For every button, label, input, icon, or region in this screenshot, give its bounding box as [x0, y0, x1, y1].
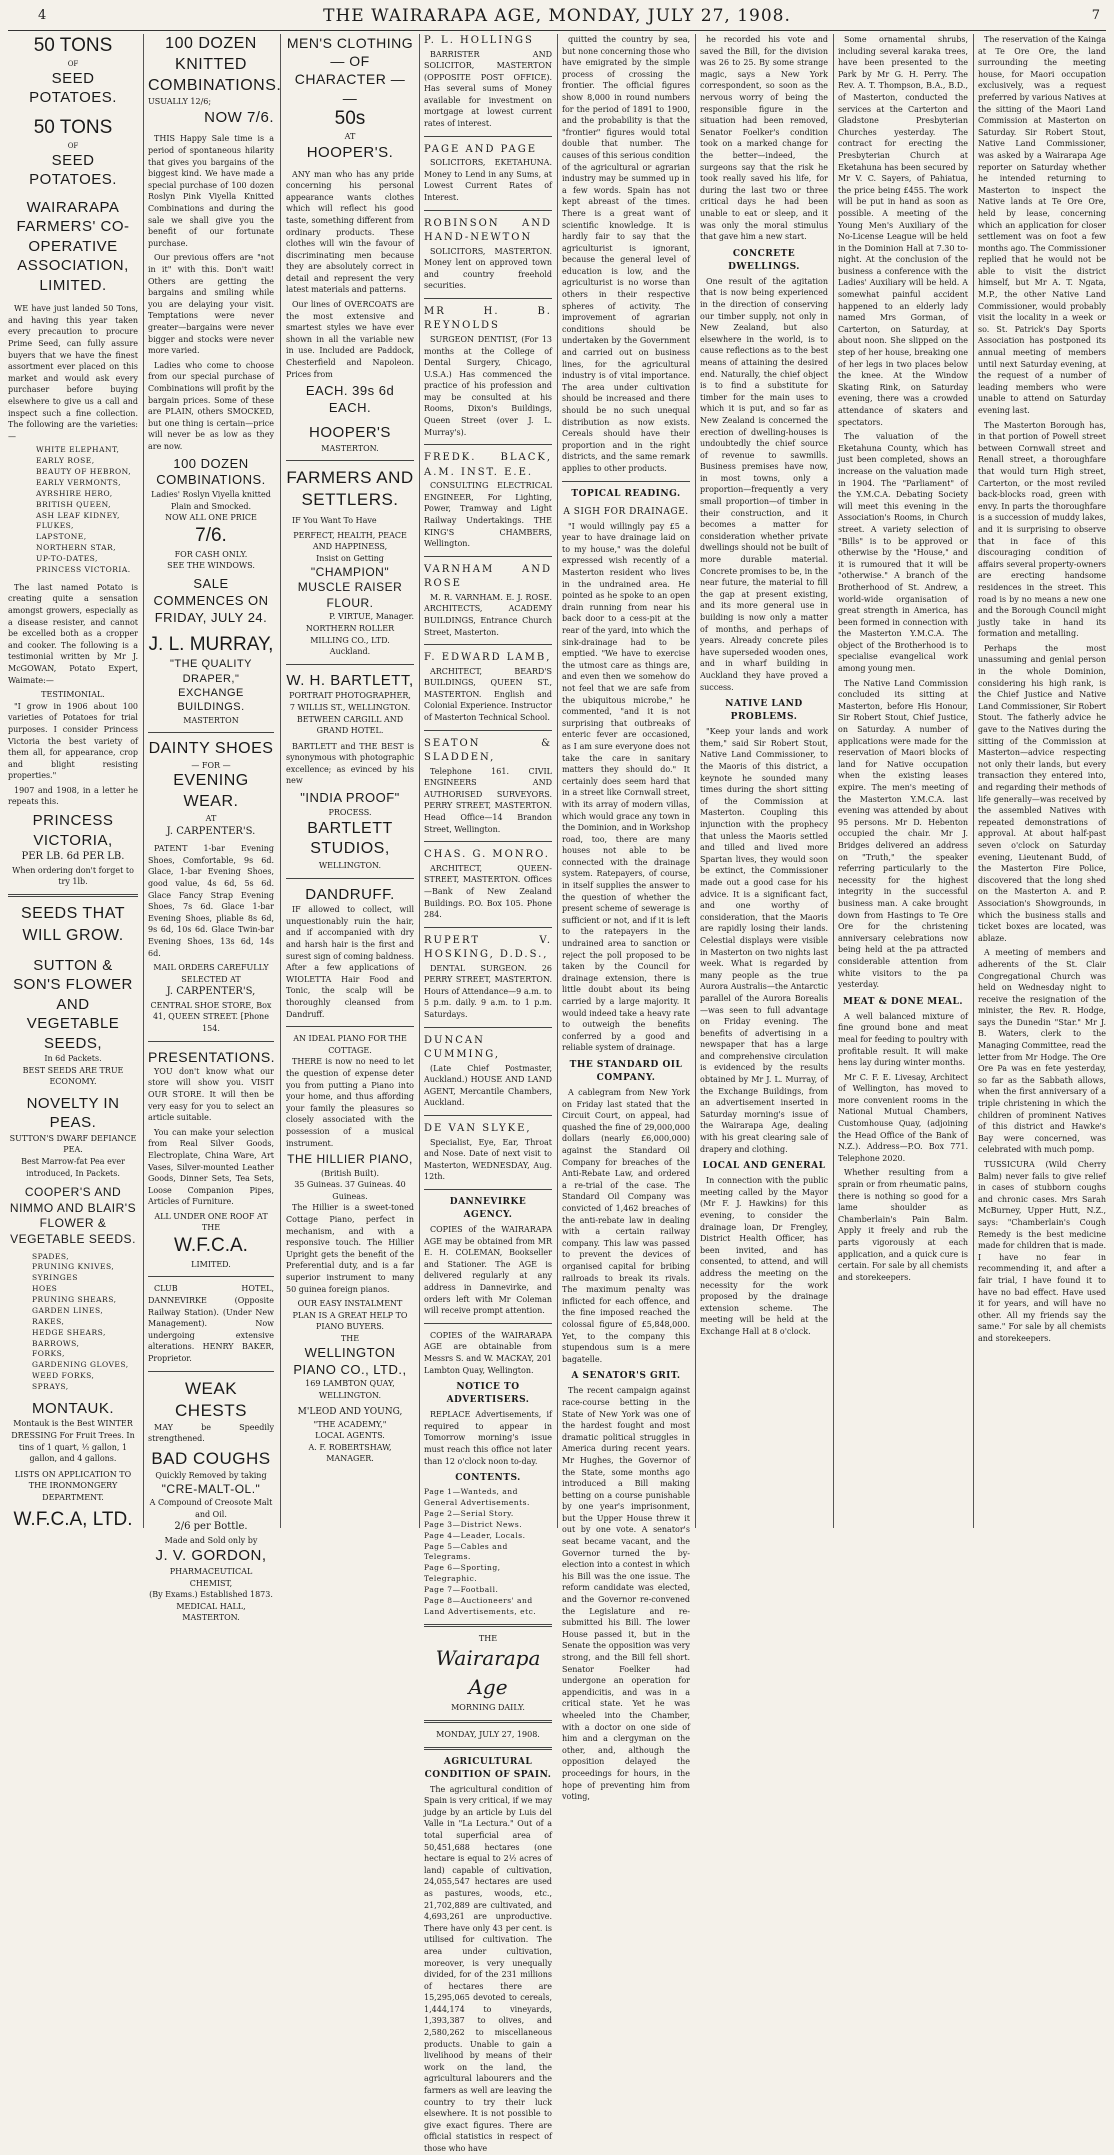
column-divider: [419, 34, 420, 1528]
list-item: GARDEN LINES,: [32, 1305, 104, 1315]
ad-headline: EVENING WEAR.: [173, 772, 249, 811]
business-card: [424, 737, 552, 836]
section-heading: CONTENTS.: [455, 1473, 521, 1484]
ad-text: Quickly Removed by taking: [155, 1470, 267, 1480]
ad-body: The last named Potato is creating quite a sensation amongst growers, especially as a disease resister, and cannot be excelled both as a cropper and cooker. The following is a testimonial written by Mr J. McGOWAN, Potato Expert, Waimate:—: [8, 582, 138, 685]
card-name: P. L. HOLLINGS: [424, 35, 534, 46]
business-card: [424, 848, 552, 920]
card-text: SOLICITORS, MASTERTON. Money lent on approved town and country freehold securities.: [424, 246, 552, 291]
ad-text: "THE ACADEMY,": [313, 1419, 387, 1429]
card-name: DUNCAN CUMMING,: [424, 1034, 501, 1061]
column-divider: [557, 34, 558, 1528]
ad-text: FOR CASH ONLY.: [174, 549, 248, 559]
card-text: M. R. VARNHAM. E. J. ROSE. ARCHITECTS, ACADEMY BUILDINGS, Entrance Church Street, Masterton.: [424, 592, 552, 637]
ad-text: NORTHERN ROLLER MILLING CO., LTD.: [305, 624, 395, 645]
page-number-right: 7: [1091, 8, 1100, 23]
card-name: DE VAN SLYKE,: [424, 1123, 532, 1135]
column-divider: [973, 34, 974, 1528]
list-item: Page 4—Leader, Locals.: [424, 1530, 526, 1540]
separator: [424, 1027, 552, 1028]
separator: [424, 841, 552, 842]
ad-body: The Hillier is a sweet-toned Cottage Piano, perfect in mechanism, and with a responsive touch. The Hillier Upright gets the benefit of the Preferential duty, and is a far superior instrument to many 50 guinea foreign pianos.: [286, 1203, 414, 1294]
ad-body: THIS Happy Sale time is a period of spontaneous hilarity that gives you bargains of the biggest kind. We have made a special purchase of 100 dozen Roslyn Pink Viyella Knitted Combinations and during the sale we shall give you the benefit of our fortunate purchase.: [148, 134, 274, 248]
column-1: [8, 34, 138, 1528]
ad-text: THE: [340, 1334, 360, 1344]
list-item: FLUKES,: [36, 521, 74, 531]
ad-headline: MEN'S CLOTHING — OF CHARACTER — —: [286, 35, 414, 106]
ad-body: Ladies who come to choose from our special purchase of Combinations will profit by the bargain prices. Some of these are PLAIN, others SMOCKED, but one thing is certain—price will never be as low as they are now.: [148, 360, 274, 451]
separator: [424, 1323, 552, 1324]
list-item: WHITE ELEPHANT,: [36, 445, 120, 455]
ad-headline: MONTAUK.: [31, 1399, 115, 1417]
issue-date: MONDAY, JULY 27, 1908.: [436, 1729, 540, 1739]
card-name: F. EDWARD LAMB,: [424, 652, 552, 664]
product-name: THE HILLIER PIANO,: [287, 1152, 413, 1167]
business-card: [424, 34, 552, 130]
list-item: ASH LEAF KIDNEY,: [36, 510, 120, 520]
ad-text: Made and Sold only by: [164, 1535, 258, 1545]
ad-headline: SUTTON & SON'S FLOWER AND VEGETABLE SEEDS,: [13, 956, 133, 1052]
card-text: ARCHITECT, BEARD'S BUILDINGS, QUEEN ST., MASTERTON. English and Colonial Experience. Instructor of Masterton Technical School.: [424, 666, 552, 723]
separator: [424, 644, 552, 645]
separator: [424, 136, 552, 137]
list-item: BARROWS,: [32, 1338, 80, 1348]
ad-headline: 100 DOZEN COMBINATIONS.: [156, 455, 266, 488]
advertiser-name: W.F.C.A.: [174, 1235, 248, 1257]
list-item: FORKS,: [32, 1349, 65, 1359]
list-item: PRUNING KNIVES,: [32, 1262, 115, 1272]
card-text: Telephone 161. CIVIL ENGINEERS AND AUTHORISED SURVEYORS. PERRY STREET, MASTERTON. Head Office—14 Brandon Street, Wellington.: [424, 766, 552, 834]
separator: [286, 878, 414, 879]
ad-headline: 50 TONS: [33, 35, 113, 56]
ad-headline: SEED POTATOES.: [29, 69, 117, 107]
ad-text: LIMITED.: [191, 1259, 231, 1269]
tools-list: [8, 1252, 138, 1393]
article-text: he recorded his vote and saved the Bill, for the division was 26 to 25. By some strange magic, says a New York correspondent, so soon as the nervous worry of being the responsible figure in the situation had been removed, Senator Foelker's condition took on a marked change for the better—indeed, the surgeons say that the risk he took really saved his life, for during the last two or three critical days he had been unable to eat or sleep, and it was only the moral stimulus that gave him a new start.: [700, 35, 828, 242]
section-heading: TOPICAL READING.: [571, 488, 681, 499]
list-item: BEAUTY OF HEBRON,: [36, 467, 132, 477]
ad-text: OF: [67, 59, 79, 68]
article-text: "I would willingly pay £5 a year to have drainage laid on to my house," was the doleful expressed wish recently of a Masterton resident who lives in the undrained area. He pointed as he spoke to an open drain running from near his back door to a cess-pit at the rear of the yard, into which the sink-drainage had to be emptied. "We have to exercise the utmost care as things are, and even then we somehow do not feel that we are safe from the ubiquitous microbe," he commented, "and it is not surprising that outbreaks of enteric fever are occasioned, as I am sure everyone does not take the care in sanitary matters they should do." It certainly does seem hard that in a street like Cornwall street, with its array of modern villas, which would grace any town in the Dominion, and in Workshop road, too, there are many houses not able to be connected with the drainage system. Ratepayers, of course, in itself supplies the answer to the question of whether the present scheme of sewerage is sufficient or not, and if it is left to the ratepayers in the undrained area to sanction or reject the poll proposed to be taken by the Council for drainage extension, there is little doubt about its being carried by a large majority. It would indeed take a heavy rate to outweigh the benefits conferred by a good and reliable system of drainage.: [562, 521, 690, 1053]
ad-text: OUR EASY INSTALMENT PLAN IS A GREAT HELP TO PIANO BUYERS.: [292, 1299, 408, 1332]
ad-headline: 100 DOZEN KNITTED COMBINATIONS.: [148, 35, 282, 94]
list-item: WEED FORKS,: [32, 1371, 95, 1381]
list-item: PRUNING SHEARS,: [32, 1295, 117, 1305]
newspaper-title: THE WAIRARAPA AGE, MONDAY, JULY 27, 1908.: [323, 6, 791, 26]
ad-body: IF allowed to collect, will unquestionably ruin the hair, and if accompanied with dry and harsh hair is the first and surest sign of coming baldness. After a few applications of WIOLETTA Hair Food and Tonic, the scalp will be thoroughly cleansed from Dandruff.: [286, 905, 414, 1019]
price-text: 2/6 per Bottle.: [174, 1521, 248, 1533]
ad-text: THE: [478, 1633, 498, 1643]
list-item: Page 2—Serial Story.: [424, 1508, 514, 1518]
ad-headline: NOVELTY IN PEAS.: [26, 1094, 120, 1132]
business-card: [424, 934, 552, 1021]
card-text: ARCHITECT, QUEEN-STREET, MASTERTON. Offices—Bank of New Zealand Buildings. P.O. Box 105. Phone 284.: [424, 863, 552, 920]
list-item: EARLY ROSE,: [36, 456, 95, 466]
article-text: A well balanced mixture of fine ground bone and meat meal for feeding to poultry with profitable result. It will make hens lay during winter months.: [838, 1011, 968, 1068]
price-text: 50s: [334, 107, 366, 129]
ad-text: SUTTON'S DWARF DEFIANCE PEA.: [9, 1133, 137, 1155]
column-6: [700, 34, 828, 1528]
ad-body: 1907 and 1908, in a letter he repeats this.: [8, 785, 138, 807]
top-rule: [8, 30, 1106, 31]
article-text: Some ornamental shrubs, including several karaka trees, have been presented to the Park by Mr G. H. Perry. The Rev. A. T. Thompson, B.A., B.D., of Masterton, conducted the services at the Carterton and Gladstone Presbyterian Churches yesterday. The contract for erecting the Presbyterian Church at Eketahuna has been secured by Mr V. C. Sayers, of Pahiatua, the price being £455. The work will be put in hand as soon as possible. A meeting of the Young Men's Auxiliary of the No-License League will be held in the Dominion Hall at 7.30 to-night. At the conclusion of the business a conference with the Ladies' Auxiliary will be held. A somewhat painful accident happened to an elderly lady named Mrs Gorman, of Carterton, on Saturday, at about noon. She slipped on the step of her house, breaking one of her legs in two places below the knee. At the Window Skating Rink, on Saturday evening, there was a crowded attendance of skaters and spectators.: [838, 35, 968, 427]
card-text: CONSULTING ELECTRICAL ENGINEER, For Lighting, Power, Tramway and Light Railway Undertakings. THE KING'S CHAMBERS, Wellington.: [424, 481, 552, 549]
ad-text: ALL UNDER ONE ROOF AT THE: [154, 1211, 268, 1233]
ad-text: Insist on Getting: [316, 554, 384, 564]
separator: [424, 210, 552, 211]
separator: [424, 1720, 552, 1723]
ad-body: Our previous offers are "not in it" with this. Don't wait! Others are getting the bargains and smiling while you are delaying your visit. Temptations were never greater—bargains were never bigger and stocks were never more varied.: [148, 253, 274, 356]
separator: [286, 664, 414, 665]
list-item: HEDGE SHEARS,: [32, 1327, 106, 1337]
ad-text: A Compound of Creosote Malt and Oil.: [149, 1498, 273, 1519]
ad-text: 7 WILLIS ST., WELLINGTON.: [289, 702, 411, 712]
article-heading: THE STANDARD OIL COMPANY.: [569, 1059, 683, 1084]
list-item: EARLY VERMONTS,: [36, 477, 122, 487]
card-text: SOLICITORS, EKETAHUNA. Money to Lend in any Sums, at Lowest Current Rates of Interest.: [424, 158, 552, 202]
card-name: SEATON & SLADDEN,: [424, 737, 552, 764]
advertiser-name: WAIRARAPA FARMERS' CO-OPERATIVE ASSOCIATION, LIMITED.: [16, 198, 130, 294]
article-text: Perhaps the most unassuming and genial person in the whole Dominion, considering his high rank, is the Chief Justice and Native Land Commissioner, Sir Robert Stout. The fatherly advice he gave to the Natives during the sitting of the Commission at Masterton—advice respecting not only their lands, but every transaction they entered into, and regarding their methods of life generally—was received by the assembled Natives with repeated demonstrations of approval. At about half-past seven o'clock on Saturday evening, Lieutenant Budd, of the Masterton Fire Police, discovered that the long shed on the Masterton A. and P. Association's Showgrounds, in which the business stalls and ticket boxes are located, was ablaze.: [978, 643, 1106, 943]
ad-text: In 6d Packets.: [44, 1054, 102, 1064]
separator: [148, 1276, 274, 1277]
article-heading: A SENATOR'S GRIT.: [571, 1371, 681, 1382]
ad-body: IF You Want To Have: [292, 516, 377, 526]
advertiser-name: J. CARPENTER'S.: [166, 825, 256, 837]
separator: [148, 1041, 274, 1042]
masthead: [0, 6, 1114, 30]
product-name: "INDIA PROOF": [300, 790, 400, 806]
potato-varieties-list: [8, 445, 138, 576]
list-item: HOES: [32, 1284, 58, 1294]
ad-headline: COOPER'S AND NIMMO AND BLAIR'S FLOWER & VEGETABLE SEEDS.: [9, 1185, 137, 1246]
card-name: ROBINSON AND HAND-NEWTON: [424, 217, 552, 244]
ad-text: SEE THE WINDOWS.: [167, 561, 255, 571]
section-heading: TESTIMONIAL.: [41, 690, 105, 700]
ad-headline: PRINCESS VICTORIA,: [32, 812, 114, 849]
ad-text: BETWEEN CARGILL AND GRAND HOTEL.: [296, 714, 404, 736]
price-text: NOW 7/6.: [204, 108, 274, 126]
business-card: [424, 143, 552, 204]
ad-body: PATENT 1-bar Evening Shoes, Comfortable, 9s 6d. Glace, 1-bar Evening Shoes, good value, 4s 6d, 5s 6d. Glace Fancy Strap Evening Shoes, 7s 6d. Glace 1-bar Evening Shoes, pliable 8s 6d, 9s 6d, 10s 6d. Glace Twin-bar Evening Shoes, 13s 6d, 14s 6d.: [148, 844, 274, 958]
article-text: The agricultural condition of Spain is very critical, if we may judge by an article by Luis del Valle in "La Lectura." Out of a total superficial area of 50,451,688 hectares (one hectare is equal to 2½ acres of land) capable of cultivation, 24,055,547 hectares are used as pastures, woods, etc., 21,702,889 are cultivated, and 4,693,261 are unproductive. There have only 43 per cent. is utilised for cultivation. The area under cultivation, moreover, is very unequally divided, for of the 231 millions of hectares there are 15,295,065 devoted to cereals, 1,444,174 to vineyards, 1,393,387 to olives, and 2,580,262 to miscellaneous products. Unable to gain a livelihood by means of their work on the land, the agricultural labourers and the farmers as well are leaving the country to try their luck elsewhere. It is not possible to give exact figures. There are official statistics in respect of those who have: [424, 1784, 552, 2154]
column-2: [148, 34, 282, 1623]
article-text: quitted the country by sea, but none concerning those who have emigrated by the simple process of crossing the frontier. The official figures show 8,000 in round numbers for the period of 1891 to 1900, and the probability is that the "frontier" figures would total double that number. The causes of this serious condition of the agricultural or agrarian industry may be summed up in a few words. Spain has not kept abreast of the times. There is a great want of scientific knowledge. It is hardly fair to say that the agriculturist is ignorant, because the general level of education is low, and the agriculturist is no worse than others in their respective spheres of activity. The improvement of agrarian conditions should be undertaken by the Government and carried out on business lines, for the agricultural industry is of vital importance. The area under cultivation should be increased and there should be no such unequal distribution as now exists. Cereals should have their proportion and in the right districts, and the same remark applies to other products.: [562, 35, 690, 473]
article-text: TUSSICURA (Wild Cherry Balm) never fails to give relief in cases of stubborn coughs and chronic cases. Mrs Sarah McBurney, Upper Hutt, N.Z., says: "Chamberlain's Cough Remedy is the best medicine made for children that is made. I have no fear in recommending it, and after a fair trial, I have found it to have no bad effect. Have used it for years, and will have no other. All my friends say the same." For sale by all chemists and storekeepers.: [978, 1160, 1106, 1343]
business-card: [424, 1034, 552, 1109]
advertiser-name: HOOPER'S: [309, 424, 391, 441]
business-card: [424, 1122, 552, 1183]
contents-list: [424, 1487, 552, 1618]
article-heading: LOCAL AND GENERAL: [702, 1161, 826, 1172]
ad-text: PROCESS.: [328, 807, 372, 817]
advertiser-name: WELLINGTON PIANO CO., LTD.,: [293, 1344, 407, 1377]
column-3: [286, 34, 414, 1528]
card-name: PAGE AND PAGE: [424, 143, 537, 155]
business-card: [424, 451, 552, 550]
ad-text: PORTRAIT PHOTOGRAPHER,: [289, 691, 411, 701]
list-item: UP-TO-DATES,: [36, 554, 98, 564]
ad-body: Our lines of OVERCOATS are the most extensive and smartest styles we have ever shown in all the variable new in use. Included are Paddock, Chesterfield and Napoleon. Prices from: [286, 300, 414, 379]
ad-text: MEDICAL HALL, MASTERTON.: [176, 1601, 246, 1623]
product-name: "CRE-MALT-OL.": [161, 1481, 261, 1496]
business-card: [424, 305, 552, 438]
ad-headline: PRESENTATIONS.: [148, 1048, 276, 1065]
ad-body: YOU don't know what our store will show you. VISIT OUR STORE. It will then be very easy for you to select an article suitable.: [148, 1066, 274, 1123]
ad-text: A. F. ROBERTSHAW, MANAGER.: [308, 1442, 392, 1464]
ad-text: AT: [344, 132, 356, 142]
ad-headline: DANDRUFF.: [305, 885, 395, 903]
article-heading: CONCRETE DWELLINGS.: [728, 248, 800, 272]
list-item: SYRINGES: [32, 1273, 78, 1283]
card-text: SURGEON DENTIST, (For 13 months at the College of Dental Surgery, Chicago, U.S.A.) Has commenced the practice of his profession and may be consulted at his Rooms, Dixon's Buildings, Queen Street (over J. L. Murray's).: [424, 334, 552, 437]
ad-text: USUALLY 12/6;: [148, 97, 212, 107]
separator: [424, 1115, 552, 1116]
article-heading: AGRICULTURAL CONDITION OF SPAIN.: [424, 1756, 552, 1780]
article-text: A cablegram from New York on Friday last stated that the Circuit Court, on appeal, had quashed the fine of 29,000,000 dollars (nearly £6,000,000) against the Standard Oil Company for breaches of the Anti-Rebate Law, and ordered a re-trial of the case. The Standard Oil Company was convicted of 1,462 breaches of the anti-rebate law in dealing with a certain railway company. This law was passed to prevent the devices of organised capital for bribing railroads to break its rivals. The maximum penalty was inflicted for each offence, and the fine imposed reached the colossal figure of £5,848,000. Yet, to the company this stupendous sum is a mere bagatelle.: [562, 1088, 690, 1364]
separator: [8, 894, 138, 897]
advertiser-name: W.F.C.A, LTD.: [13, 1508, 133, 1530]
list-item: Page 6—Sporting, Telegraphic.: [424, 1563, 501, 1584]
ad-text: "THE QUALITY DRAPER," EXCHANGE BUILDINGS.: [169, 658, 253, 714]
ad-headline: SALE COMMENCES ON FRIDAY, JULY 24.: [153, 575, 269, 625]
business-card: [424, 217, 552, 292]
ad-text: WELLINGTON.: [318, 861, 382, 871]
price-text: EACH. 39s 6d EACH.: [305, 383, 395, 416]
card-name: CHAS. G. MONRO.: [424, 849, 550, 861]
ad-text: 169 LAMBTON QUAY, WELLINGTON.: [305, 1379, 395, 1400]
ad-text: NOW ALL ONE PRICE: [165, 513, 257, 523]
separator: [148, 1371, 274, 1372]
ad-headline: SEED POTATOES.: [29, 151, 117, 189]
section-heading: NOTICE TO ADVERTISERS.: [446, 1382, 530, 1406]
advertiser-name: J. L. MURRAY,: [148, 633, 274, 655]
separator: [424, 298, 552, 299]
list-item: Page 1—Wanteds, and General Advertisements.: [424, 1487, 530, 1508]
separator: [424, 1747, 552, 1750]
ad-body: CLUB HOTEL, DANNEVIRKE (Opposite Railway Station). (Under New Management). Now undergoing extensive alterations. HENRY BAKER, Proprietor.: [148, 1284, 274, 1363]
list-item: BRITISH QUEEN,: [36, 499, 112, 509]
separator: [424, 1189, 552, 1190]
ad-text: Ladies' Roslyn Viyella knitted Plain and Smocked.: [151, 490, 271, 511]
column-4: [424, 34, 552, 2154]
separator: [286, 1026, 414, 1027]
price-text: 7/6.: [195, 525, 227, 547]
notice-text: COPIES of the WAIRARAPA AGE are obtainable from Messrs S. and W. MACKAY, 201 Lambton Quay, Wellington.: [424, 1330, 552, 1375]
column-7: [838, 34, 968, 1528]
ad-headline: SEEDS THAT WILL GROW.: [21, 904, 125, 945]
article-text: The reservation of the Kainga at Te Ore Ore, the land surrounding the meeting house, for Maori occupation exclusively, was a request preferred by various Natives at the sitting of the Maori Land Commission at Masterton on Saturday. Sir Robert Stout, Native Land Commissioner, was asked by a Wairarapa Age reporter on Saturday whether he intended returning to Masterton to inspect the Native lands at Te Ore Ore, held by lease, concerning which an application for closer settlement was on foot a few months ago. The Commissioner replied that he would not be able to visit the district himself, but Mr A. T. Ngata, M.P., the other Native Land Commissioner, would probably visit the locality in a week or so. St. Patrick's Day Sports Association has postponed its annual meeting of members until next Saturday evening, at the request of a number of leading members who were unable to attend on Saturday evening last.: [978, 35, 1106, 415]
ad-text: MASTERTON.: [321, 443, 379, 453]
ad-headline: FARMERS AND SETTLERS.: [286, 468, 414, 510]
ad-body: WE have just landed 50 Tons, and having this year taken every precaution to procure Prime Seed, can fully assure buyers that we have the finest assortment ever placed on this market and would ask every purchaser before buying elsewhere to give us a call and inspect such a fine collection. The following are the varieties:—: [8, 304, 138, 441]
list-item: Page 7—Football.: [424, 1585, 499, 1595]
separator: [424, 927, 552, 928]
list-item: GARDENING GLOVES,: [32, 1360, 129, 1370]
article-heading: A SIGH FOR DRAINAGE.: [563, 506, 689, 517]
list-item: SPRAYS,: [32, 1382, 69, 1392]
ad-text: LISTS ON APPLICATION TO THE IRONMONGERY DEPARTMENT.: [14, 1469, 132, 1502]
list-item: PRINCESS VICTORIA.: [36, 564, 131, 574]
separator: [424, 1624, 552, 1627]
product-name: "CHAMPION" MUSCLE RAISER FLOUR.: [297, 564, 403, 610]
ad-text: MASTERTON: [183, 715, 239, 725]
testimonial-text: "I grow in 1906 about 100 varieties of Potatoes for trial purposes. I consider Princess Victoria the best variety of them all, for appearance, crop and blight resisting properties.": [8, 701, 138, 781]
ad-text: PHARMACEUTICAL CHEMIST,: [169, 1566, 253, 1588]
column-8: [978, 34, 1106, 1528]
advertiser-name: HOOPER'S.: [306, 144, 394, 162]
ad-text: MORNING DAILY.: [451, 1703, 525, 1713]
ad-text: MAIL ORDERS CAREFULLY SELECTED AT: [153, 963, 269, 984]
article-text: In connection with the public meeting called by the Mayor (Mr F. J. Hawkins) for this evening, to consider the drainage loan, Dr Frengley, District Health Officer, has been invited, and has consented, to attend, and will address the meeting on the necessity for the work proposed by the drainage extension scheme. The meeting will be held at the Exchange Hall at 8 o'clock.: [700, 1176, 828, 1336]
card-text: Specialist, Eye, Ear, Throat and Nose. Date of next visit to Masterton, WEDNESDAY, Aug. 12th.: [424, 1137, 552, 1182]
ad-headline: 50 TONS: [33, 116, 113, 138]
notice-text: COPIES of the WAIRARAPA AGE may be obtained from MR E. H. COLEMAN, Bookseller and Stationer. The AGE is delivered regularly at any address in Dannevirke, and orders left with Mr Coleman will receive prompt attention.: [424, 1225, 552, 1316]
article-text: The Native Land Commission concluded its sitting at Masterton, before His Honour, Sir Robert Stout, Chief Justice, on Saturday. A number of applications were made for the reservation of Maori blocks of land for Native occupation when the existing leases expire. The men's meeting of the Masterton Y.M.C.A. last evening was attended by about 95 persons. Mr D. Hebenton occupied the chair. Mr J. Bridges delivered an address on "Truth," the speaker referring particularly to the necessity for the highest integrity in the successful business man. A cake brought down from Hastings to Te Ore Ore for the christening anniversary celebrations now being held at the pa attracted considerable attention from white visitors to the pa yesterday.: [838, 678, 968, 990]
ad-text: PERFECT, HEALTH, PEACE AND HAPPINESS,: [293, 530, 407, 552]
ad-body: THERE is now no need to let the question of expense deter you from putting a Piano into your home, and thus affording your family the pleasures so closely associated with the possession of a musical instrument.: [286, 1057, 414, 1148]
article-heading: MEAT & DONE MEAL.: [842, 996, 964, 1007]
ad-text: OF: [67, 141, 79, 150]
list-item: SPADES,: [32, 1251, 70, 1261]
card-text: DENTAL SURGEON. 26 PERRY STREET, MASTERTON. Hours of Attendance—9 a.m. to 5 p.m. daily. 9 a.m. to 1 p.m. Saturdays.: [424, 963, 552, 1020]
advertiser-name: BARTLETT STUDIOS,: [307, 819, 393, 858]
ad-text: BEST SEEDS ARE TRUE ECONOMY.: [22, 1065, 124, 1087]
list-item: Page 8—Auctioneers' and Land Advertisements, etc.: [424, 1595, 537, 1616]
ad-text: When ordering don't forget to try 1lb.: [12, 865, 134, 887]
page-number-left: 4: [38, 8, 47, 23]
advertiser-name: J. V. GORDON,: [155, 1547, 267, 1565]
card-text: BARRISTER AND SOLICITOR, MASTERTON (OPPOSITE POST OFFICE). Has several sums of Money available for investment on mortgage at lowest current rates of interest.: [424, 49, 552, 129]
ad-headline: WEAK CHESTS: [175, 1378, 247, 1420]
ad-body: ANY man who has any pride concerning his personal appearance wants clothes which will reflect his good taste, something different from ordinary products. These clothes will win the favour of discriminating men because they are absolutely correct in detail and represent the very latest materials and patterns.: [286, 169, 414, 295]
section-heading: DANNEVIRKE AGENCY.: [449, 1196, 527, 1220]
article-text: One result of the agitation that is now being experienced in the direction of conserving our timber supply, not only in New Zealand, but also elsewhere in the world, is to cause reflections as to the best means of attaining the desired end. Naturally, the chief object is to find a substitute for timber for the main uses to which it is put, and so far as New Zealand is concerned the erection of dwelling-houses is undoubtedly the chief source of revenue to sawmills. Business premises have now, in most towns, only a proportion—frequently a very small proportion—of timber in their construction, and it becomes a matter for consideration whether private dwellings should not be built of more durable material. Concrete promises to be, in the near future, the material to fill the gap at present existing, and its more general use in building is now only a matter of months, and perhaps of years. Already concrete piles have superseded wooden ones, and in wharf building in Auckland they have proved a success.: [700, 276, 828, 692]
separator: [424, 556, 552, 557]
article-text: "Keep your lands and work them," said Sir Robert Stout, Native Land Commissioner, to the Maoris of this district, a keynote he sounded many times during the short sitting of the Commission at Masterton. Coupling this injunction with the prophecy that unless the Maoris settled and tilled and lived more Spartan lives, they would soon be extinct, the Commissioner made out a good case for his advice. It is a significant fact, and one worthy of consideration, that the Maoris are rapidly losing their lands. Celestial displays were visible in Masterton on two nights last week. What is regarded by many people as the true Aurora Australis—the Antarctic parallel of the Aurora Borealis—was seen to full advantage on Friday evening. The benefits of advertising in a newspaper that has a large and comprehensive circulation is evidenced by the results obtained by Mr J. L. Murray, of the Exchange Buildings, from an advertisement inserted in Saturday morning's issue of the Wairarapa Age, dealing with his great clearing sale of drapery and clothing.: [700, 727, 828, 1154]
newspaper-nameplate: Wairarapa Age: [435, 1646, 541, 1700]
card-text: (Late Chief Postmaster, Auckland.) HOUSE AND LAND AGENT, Mercantile Chambers, Auckland.: [424, 1063, 552, 1108]
ad-body: BARTLETT and THE BEST is synonymous with photographic excellence; as evinced by his new: [286, 741, 414, 786]
ad-text: AN IDEAL PIANO FOR THE COTTAGE.: [293, 1034, 407, 1055]
article-text: A meeting of members and adherents of the St. Clair Congregational Church was held on Wednesday night to receive the resignation of the minister, the Rev. R. Hodge, says the Dunedin "Star." Mr J. B. Waters, clerk to the Managing Committee, read the letter from Mr Hodge. The Ore Ore Pa was en fete yesterday, so far as the Sabbath allows, when the first anniversary of a triple christening in which the children of prominent Natives of this district and Hawke's Bay were concerned, was celebrated with much pomp.: [978, 948, 1106, 1155]
ad-body: MAY be Speedily strengthened.: [148, 1422, 274, 1444]
card-name: MR H. B. REYNOLDS: [424, 305, 552, 332]
article-text: Mr C. F. E. Livesay, Architect of Wellington, has moved to more convenient rooms in the National Mutual Chambers, Customhouse Quay, (adjoining the Head Office of the Bank of N.Z.). Address—P.O. Box 771. Telephone 2020.: [838, 1072, 968, 1163]
advertiser-name: W. H. BARTLETT,: [286, 671, 414, 689]
separator: [424, 444, 552, 445]
separator: [148, 732, 274, 733]
ad-text: Best Marrow-fat Pea ever introduced, In Packets.: [21, 1157, 125, 1178]
card-name: FREDK. BLACK, A.M. INST. E.E.: [424, 452, 552, 478]
ad-text: (By Exams.) Established 1873.: [149, 1590, 273, 1600]
list-item: AYRSHIRE HERO,: [36, 488, 113, 498]
article-text: The Masterton Borough has, in that portion of Powell street between Cornwall street and Renall street, a thoroughfare that would turn High street, Carterton, or the most reviled back-blocks road, green with envy. In parts the thoroughfare is a succession of muddy lakes, and it is surprising to observe that in face of this discouraging condition of affairs several property-owners are erecting handsome residences in the street. This road is by no means a new one and the Borough Council might justly take in hand its formation and metalling.: [978, 420, 1106, 639]
ad-headline: DAINTY SHOES: [148, 740, 274, 758]
business-card: [424, 563, 552, 638]
column-divider: [143, 34, 144, 1528]
ad-text: (British Built).: [321, 1168, 379, 1178]
article-text: The recent campaign against race-course betting in the State of New York was one of the hardest fought and most dramatic political struggles in America during recent years. Mr Hughes, the Governor of the State, some months ago introduced a Bill making betting on a course punishable by one year's imprisonment, but the Upper House threw it out by one vote. A senator's seat became vacant, and the Governor turned the by-election into a contest in which his Bill was the one issue. The reform candidate was elected, and the Governor re-convened the Legislature and re-submitted his Bill. The lower House passed it, but in the Senate the opposition was very strong, and the Bill fell short. Senator Foelker had undergone an operation for appendicitis, and was in a critical state. Yet he was wheeled into the Chamber, with a doctor on one side of him and a clergyman on the other, and, although the opposition delayed the proceedings for hours, in the hope of preventing him from voting,: [562, 1386, 690, 1802]
list-item: Page 5—Cables and Telegrams.: [424, 1541, 508, 1562]
advertiser-name: J. CARPENTER'S,: [166, 986, 256, 998]
ad-headline: BAD COUGHS: [151, 1448, 271, 1468]
ad-text: AT: [205, 814, 217, 824]
list-item: NORTHERN STAR,: [36, 543, 117, 553]
list-item: RAKES,: [32, 1316, 65, 1326]
column-5: [562, 34, 690, 1802]
price-text: 35 Guineas. 37 Guineas. 40 Guineas.: [294, 1180, 406, 1201]
ad-text: Montauk is the Best WINTER DRESSING For Fruit Trees. In tins of 1 quart, ½ gallon, 1 gallon, and 4 gallons.: [11, 1419, 135, 1464]
article-text: Whether resulting from a sprain or from rheumatic pains, there is nothing so good for a lame shoulder as Chamberlain's Pain Balm. Apply it freely and rub the parts vigorously at each application, and a quick cure is certain. For sale by all chemists and storekeepers.: [838, 1168, 968, 1282]
notice-text: REPLACE Advertisements, if required to appear in Tomorrow morning's issue must reach this office not later than 12 o'clock noon to-day.: [424, 1410, 552, 1466]
ad-text: M'LEOD AND YOUNG,: [297, 1406, 403, 1417]
card-name: RUPERT V. HOSKING, D.D.S.,: [424, 934, 552, 961]
ad-text: P. VIRTUE, Manager.: [329, 612, 414, 622]
ad-text: CENTRAL SHOE STORE, Box 41, QUEEN STREET. [Phone 154.: [150, 1000, 272, 1033]
ad-text: Auckland.: [329, 647, 371, 657]
ad-text: LOCAL AGENTS.: [315, 1431, 385, 1441]
column-divider: [833, 34, 834, 1528]
card-name: VARNHAM AND ROSE: [424, 563, 552, 590]
list-item: LAPSTONE,: [36, 532, 87, 542]
column-divider: [280, 34, 281, 1528]
article-heading: NATIVE LAND PROBLEMS.: [725, 699, 803, 723]
price-text: PER LB. 6d PER LB.: [21, 851, 125, 863]
separator: [424, 730, 552, 731]
article-text: The valuation of the Eketahuna County, which has just been completed, shows an increase on the valuation made in 1904. The "Parliament" of the Y.M.C.A. Debating Society will meet this evening in the Association's Rooms, in Church street. A variety selection of "Bills" is to be approved or otherwise by the "House," and it is rumoured that it will be "otherwise." A branch of the Brotherhood of St. Andrew, a world-wide organisation of great strength in America, has been formed in connection with the Masterton Y.M.C.A. The object of the Brotherhood is to specialise evangelical work among young men.: [838, 432, 968, 674]
business-card: [424, 651, 552, 723]
list-item: Page 3—District News.: [424, 1519, 523, 1529]
separator: [286, 460, 414, 461]
ad-text: — FOR —: [191, 760, 231, 770]
ad-body: You can make your selection from Real Silver Goods, Electroplate, China Ware, Art Vases, Silver-mounted Leather Goods, Dinner Sets, Tea Sets, Loose Companion Pipes, Articles of Furniture.: [148, 1127, 274, 1207]
column-divider: [695, 34, 696, 1528]
separator: [562, 481, 690, 482]
